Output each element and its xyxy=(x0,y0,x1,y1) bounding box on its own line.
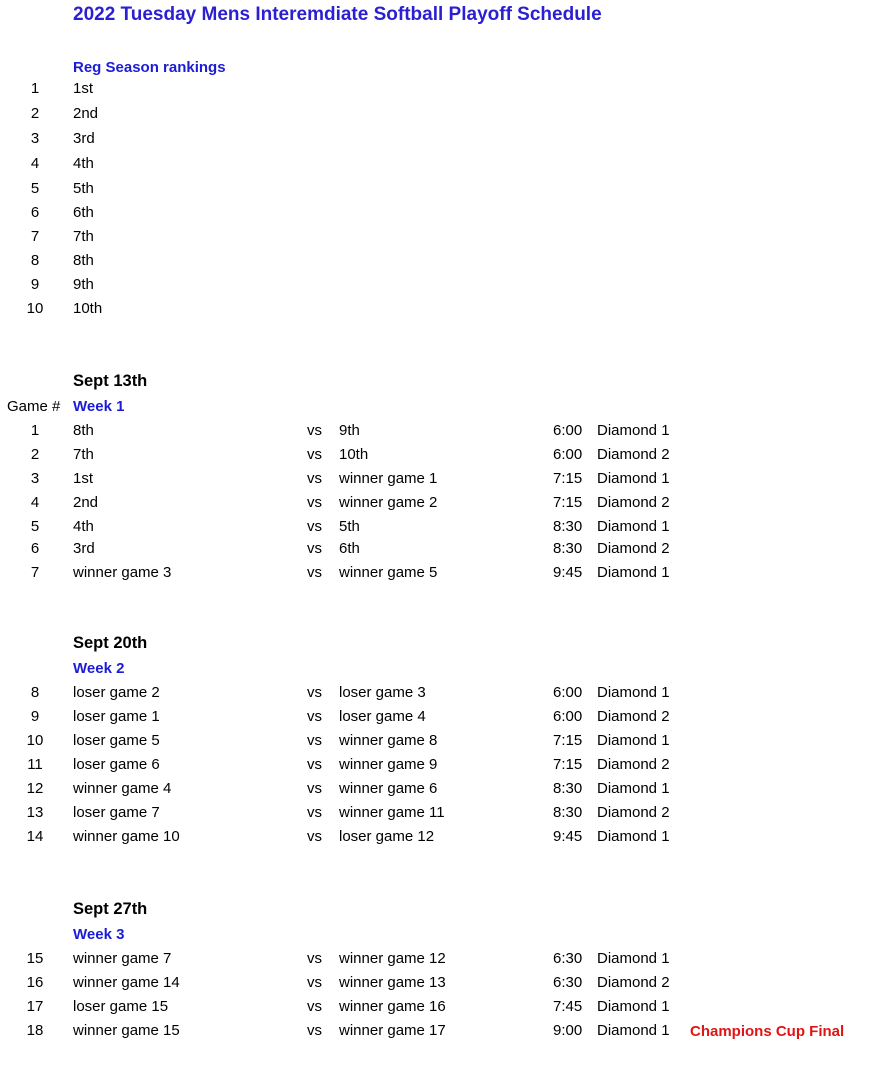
game-away-team: 10th xyxy=(339,446,369,463)
game-number: 1 xyxy=(30,422,40,439)
game-home-team: loser game 5 xyxy=(73,732,160,749)
game-time: 6:00 xyxy=(553,708,583,725)
game-field: Diamond 2 xyxy=(597,540,670,557)
game-time: 8:30 xyxy=(553,540,583,557)
game-number: 12 xyxy=(26,780,44,797)
vs-label: vs xyxy=(307,708,322,725)
week-label: Week 1 xyxy=(73,398,125,415)
ranking-number: 5 xyxy=(30,180,40,197)
ranking-label: 3rd xyxy=(73,130,95,147)
game-number: 17 xyxy=(26,998,44,1015)
game-field: Diamond 1 xyxy=(597,828,670,845)
week-label: Week 3 xyxy=(73,926,125,943)
vs-label: vs xyxy=(307,540,322,557)
game-away-team: winner game 8 xyxy=(339,732,438,749)
game-field: Diamond 2 xyxy=(597,494,670,511)
vs-label: vs xyxy=(307,998,322,1015)
game-number: 11 xyxy=(27,756,43,773)
game-away-team: winner game 16 xyxy=(339,998,446,1015)
game-away-team: winner game 1 xyxy=(339,470,438,487)
game-away-team: winner game 11 xyxy=(339,804,445,821)
ranking-label: 4th xyxy=(73,155,94,172)
game-field: Diamond 1 xyxy=(597,564,670,581)
game-home-team: winner game 15 xyxy=(73,1022,180,1039)
game-number: 6 xyxy=(30,540,40,557)
game-field: Diamond 1 xyxy=(597,780,670,797)
game-home-team: winner game 7 xyxy=(73,950,172,967)
game-field: Diamond 1 xyxy=(597,422,670,439)
game-number: 8 xyxy=(30,684,40,701)
vs-label: vs xyxy=(307,684,322,701)
ranking-number: 10 xyxy=(26,300,44,317)
game-number-header: Game # xyxy=(7,398,61,415)
game-home-team: winner game 14 xyxy=(73,974,180,991)
game-number: 2 xyxy=(30,446,40,463)
ranking-number: 4 xyxy=(30,155,40,172)
game-time: 9:45 xyxy=(553,828,583,845)
ranking-number: 8 xyxy=(30,252,40,269)
game-home-team: 3rd xyxy=(73,540,95,557)
week-date: Sept 20th xyxy=(73,634,148,652)
ranking-number: 6 xyxy=(30,204,40,221)
game-number: 15 xyxy=(26,950,44,967)
game-away-team: winner game 6 xyxy=(339,780,438,797)
vs-label: vs xyxy=(307,780,322,797)
game-home-team: loser game 1 xyxy=(73,708,160,725)
vs-label: vs xyxy=(307,804,322,821)
vs-label: vs xyxy=(307,828,322,845)
game-time: 6:00 xyxy=(553,684,583,701)
game-number: 10 xyxy=(26,732,44,749)
vs-label: vs xyxy=(307,732,322,749)
game-note: Champions Cup Final xyxy=(690,1023,845,1040)
game-home-team: loser game 6 xyxy=(73,756,160,773)
game-home-team: 7th xyxy=(73,446,94,463)
game-field: Diamond 1 xyxy=(597,1022,670,1039)
game-home-team: 4th xyxy=(73,518,94,535)
game-home-team: 2nd xyxy=(73,494,99,511)
game-away-team: 9th xyxy=(339,422,360,439)
game-field: Diamond 2 xyxy=(597,708,670,725)
game-number: 14 xyxy=(26,828,44,845)
game-field: Diamond 1 xyxy=(597,998,670,1015)
vs-label: vs xyxy=(307,564,322,581)
vs-label: vs xyxy=(307,1022,322,1039)
game-away-team: loser game 4 xyxy=(339,708,426,725)
ranking-number: 7 xyxy=(30,228,40,245)
game-home-team: winner game 4 xyxy=(73,780,172,797)
week-date: Sept 27th xyxy=(73,900,148,918)
game-away-team: loser game 12 xyxy=(339,828,435,845)
ranking-label: 5th xyxy=(73,180,94,197)
ranking-number: 2 xyxy=(30,105,40,122)
vs-label: vs xyxy=(307,518,322,535)
game-away-team: 5th xyxy=(339,518,360,535)
game-away-team: 6th xyxy=(339,540,360,557)
game-time: 9:45 xyxy=(553,564,583,581)
game-time: 8:30 xyxy=(553,780,583,797)
rankings-header: Reg Season rankings xyxy=(73,59,226,76)
game-away-team: winner game 12 xyxy=(339,950,446,967)
vs-label: vs xyxy=(307,756,322,773)
game-field: Diamond 2 xyxy=(597,446,670,463)
vs-label: vs xyxy=(307,950,322,967)
game-field: Diamond 2 xyxy=(597,974,670,991)
game-time: 6:30 xyxy=(553,950,583,967)
game-number: 5 xyxy=(30,518,40,535)
game-time: 7:15 xyxy=(553,494,583,511)
game-time: 6:00 xyxy=(553,422,583,439)
game-home-team: loser game 2 xyxy=(73,684,160,701)
game-number: 9 xyxy=(30,708,40,725)
vs-label: vs xyxy=(307,422,322,439)
game-number: 16 xyxy=(26,974,44,991)
vs-label: vs xyxy=(307,446,322,463)
game-time: 7:15 xyxy=(553,732,583,749)
game-time: 7:45 xyxy=(553,998,583,1015)
game-home-team: winner game 3 xyxy=(73,564,172,581)
game-home-team: 8th xyxy=(73,422,94,439)
ranking-label: 10th xyxy=(73,300,103,317)
game-field: Diamond 1 xyxy=(597,950,670,967)
game-field: Diamond 1 xyxy=(597,518,670,535)
game-time: 7:15 xyxy=(553,470,583,487)
game-home-team: loser game 15 xyxy=(73,998,169,1015)
game-away-team: winner game 13 xyxy=(339,974,446,991)
ranking-label: 9th xyxy=(73,276,94,293)
game-time: 7:15 xyxy=(553,756,583,773)
ranking-label: 8th xyxy=(73,252,94,269)
game-away-team: winner game 5 xyxy=(339,564,438,581)
ranking-label: 7th xyxy=(73,228,94,245)
ranking-label: 2nd xyxy=(73,105,99,122)
vs-label: vs xyxy=(307,470,322,487)
game-away-team: loser game 3 xyxy=(339,684,426,701)
game-number: 3 xyxy=(30,470,40,487)
game-number: 13 xyxy=(26,804,44,821)
ranking-number: 3 xyxy=(30,130,40,147)
game-time: 6:00 xyxy=(553,446,583,463)
game-field: Diamond 2 xyxy=(597,756,670,773)
game-field: Diamond 1 xyxy=(597,470,670,487)
game-away-team: winner game 9 xyxy=(339,756,438,773)
game-number: 7 xyxy=(30,564,40,581)
game-home-team: loser game 7 xyxy=(73,804,160,821)
game-home-team: 1st xyxy=(73,470,94,487)
game-away-team: winner game 17 xyxy=(339,1022,446,1039)
ranking-number: 1 xyxy=(30,80,40,97)
page-title: 2022 Tuesday Mens Interemdiate Softball Playoff Schedule xyxy=(73,4,602,25)
ranking-label: 6th xyxy=(73,204,94,221)
week-label: Week 2 xyxy=(73,660,125,677)
vs-label: vs xyxy=(307,974,322,991)
game-number: 18 xyxy=(26,1022,44,1039)
game-time: 8:30 xyxy=(553,804,583,821)
game-time: 6:30 xyxy=(553,974,583,991)
game-home-team: winner game 10 xyxy=(73,828,180,845)
week-date: Sept 13th xyxy=(73,372,148,390)
ranking-label: 1st xyxy=(73,80,94,97)
game-field: Diamond 1 xyxy=(597,732,670,749)
game-field: Diamond 1 xyxy=(597,684,670,701)
ranking-number: 9 xyxy=(30,276,40,293)
vs-label: vs xyxy=(307,494,322,511)
game-away-team: winner game 2 xyxy=(339,494,438,511)
game-field: Diamond 2 xyxy=(597,804,670,821)
game-time: 9:00 xyxy=(553,1022,583,1039)
game-time: 8:30 xyxy=(553,518,583,535)
game-number: 4 xyxy=(30,494,40,511)
